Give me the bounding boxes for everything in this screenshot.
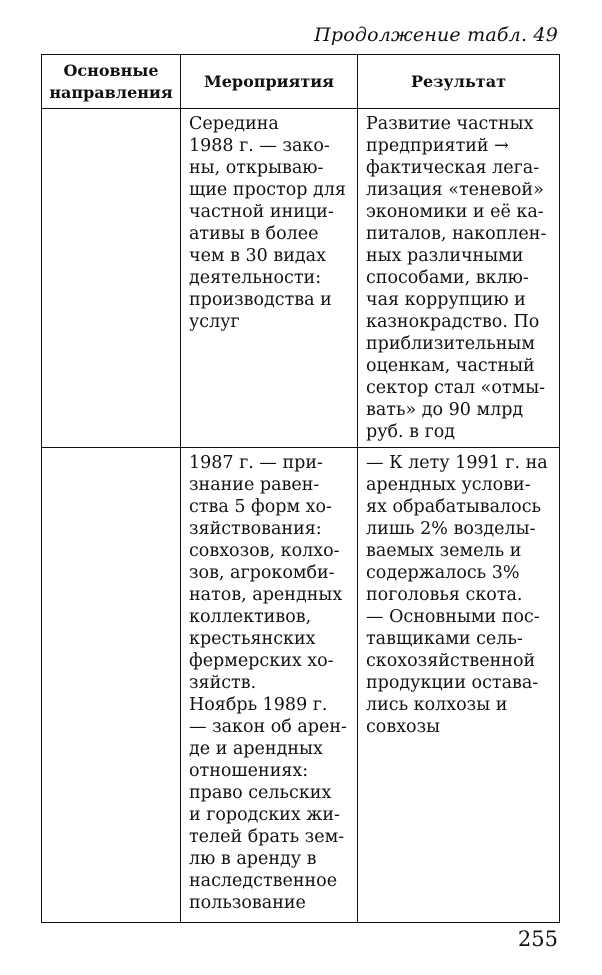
text-line: право сельских (189, 783, 332, 803)
text-line: лю в аренду в (189, 849, 317, 869)
text-line: ваемых земель и (366, 541, 522, 561)
text-line: вать» до 90 млрд (366, 400, 524, 420)
text-line: деятельности: (189, 268, 322, 288)
text-line: 1988 г. — зако- (189, 136, 330, 156)
text-line: арендных услови- (366, 475, 531, 495)
text-line: зов, агрокомби- (189, 563, 335, 583)
header-directions-line: Основные (63, 60, 159, 80)
text-line: — Основными пос- (366, 607, 540, 627)
text-line: казнокрадство. По (366, 312, 540, 332)
text-line: сектор стал «отмы- (366, 378, 546, 398)
text-line: натов, арендных (189, 585, 343, 605)
text-line: коллективов, (189, 607, 312, 627)
text-line: знание равен- (189, 475, 320, 495)
text-line: приблизительным (366, 334, 535, 354)
cell-measures (181, 448, 358, 923)
cell-text (358, 448, 559, 742)
text-line: поголовья скота. (366, 585, 523, 605)
table-row (42, 109, 560, 448)
text-line: Развитие частных (366, 114, 534, 134)
cell-result (358, 109, 560, 448)
header-directions-line: направления (49, 82, 173, 102)
header-result (358, 55, 560, 109)
cell-text (42, 109, 180, 117)
text-line: лизация «теневой» (366, 180, 544, 200)
text-line: способами, вклю- (366, 268, 529, 288)
header-measures (181, 55, 358, 109)
cell-direction (42, 109, 181, 448)
text-line: телей брать зем- (189, 827, 345, 847)
text-line: совхозы (366, 717, 441, 737)
text-line: отношениях: (189, 761, 309, 781)
text-line: — К лету 1991 г. на (366, 453, 548, 473)
text-line: частной иници- (189, 202, 334, 222)
text-line: тавщиками сель- (366, 629, 523, 649)
text-line: чем в 30 видах (189, 246, 326, 266)
table-caption: Продолжение табл. 49 (314, 24, 558, 46)
text-line: услуг (189, 312, 240, 332)
text-line: экономики и её ка- (366, 202, 544, 222)
cell-text (181, 448, 357, 918)
text-line: содержалось 3% (366, 563, 520, 583)
table-row (42, 448, 560, 923)
text-line: щие простор для (189, 180, 346, 200)
text-line: зяйствования: (189, 519, 322, 539)
text-line: предприятий → (366, 136, 509, 156)
header-directions (42, 55, 181, 109)
text-line: совхозов, колхо- (189, 541, 340, 561)
text-line: — закон об арен- (189, 717, 347, 737)
text-line: фактическая лега- (366, 158, 540, 178)
text-line: де и арендных (189, 739, 323, 759)
text-line: ях обрабатывалось (366, 497, 542, 517)
text-line: продукции остава- (366, 673, 539, 693)
cell-text (181, 109, 357, 337)
text-line: 1987 г. — при- (189, 453, 323, 473)
text-line: наследственное (189, 871, 338, 891)
table-header-row (42, 55, 560, 109)
cell-direction (42, 448, 181, 923)
text-line: ативы в более (189, 224, 319, 244)
text-line: Ноябрь 1989 г. (189, 695, 328, 715)
text-line: производства и (189, 290, 332, 310)
cell-result (358, 448, 560, 923)
text-line: питалов, накоплен- (366, 224, 547, 244)
text-line: скохозяйственной (366, 651, 536, 671)
reform-table (41, 54, 560, 923)
text-line: пользование (189, 893, 306, 913)
text-line: ства 5 форм хо- (189, 497, 332, 517)
text-line: фермерских хо- (189, 651, 334, 671)
cell-text (358, 109, 559, 447)
header-result-line: Результат (411, 71, 506, 91)
page-number: 255 (517, 927, 558, 951)
text-line: лись колхозы и (366, 695, 508, 715)
text-line: и городских жи- (189, 805, 340, 825)
text-line: чая коррупцию и (366, 290, 526, 310)
text-line: руб. в год (366, 422, 456, 442)
cell-measures (181, 109, 358, 448)
text-line: ных различными (366, 246, 524, 266)
header-measures-line: Мероприятия (204, 71, 334, 91)
text-line: Середина (189, 114, 279, 134)
text-line: зяйств. (189, 673, 257, 693)
text-line: ны, открываю- (189, 158, 324, 178)
cell-text (42, 448, 180, 456)
text-line: крестьянских (189, 629, 316, 649)
text-line: лишь 2% возделы- (366, 519, 536, 539)
text-line: оценкам, частный (366, 356, 535, 376)
